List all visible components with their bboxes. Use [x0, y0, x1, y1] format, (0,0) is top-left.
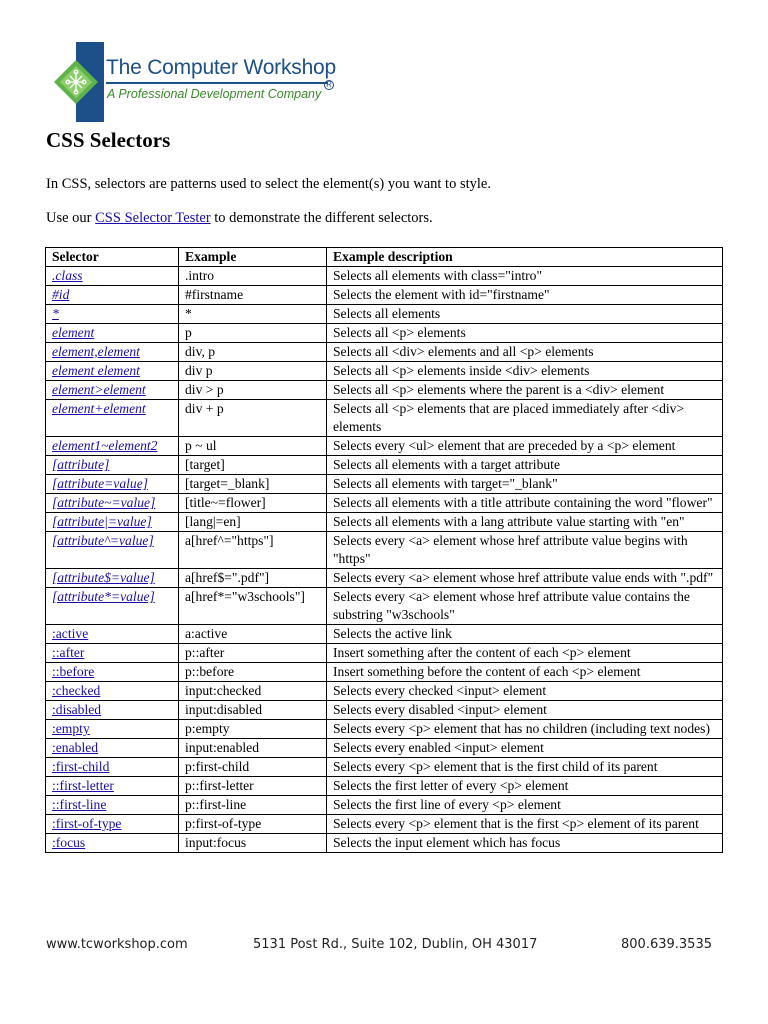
selector-cell [46, 343, 179, 362]
selector-cell [46, 701, 179, 720]
selector-link[interactable]: :first-child [52, 759, 110, 774]
table-row [46, 625, 723, 644]
example-cell: div > p [179, 381, 327, 400]
selector-cell [46, 286, 179, 305]
selector-cell [46, 513, 179, 532]
table-row [46, 286, 723, 305]
table-header-row [46, 248, 723, 267]
table-row [46, 437, 723, 456]
example-cell: p ~ ul [179, 437, 327, 456]
description-cell: Selects all elements with a target attribute [327, 456, 723, 475]
description-cell: Selects the first letter of every <p> element [327, 777, 723, 796]
selector-link[interactable]: * [52, 306, 59, 321]
table-row [46, 720, 723, 739]
description-cell: Selects the input element which has focus [327, 834, 723, 853]
example-cell: div p [179, 362, 327, 381]
table-row [46, 456, 723, 475]
selectors-table [45, 247, 723, 853]
selector-link[interactable]: element element [52, 363, 140, 378]
description-cell: Selects the first line of every <p> element [327, 796, 723, 815]
description-cell: Selects every disabled <input> element [327, 701, 723, 720]
circuit-logo-icon [46, 42, 106, 122]
selector-cell [46, 305, 179, 324]
selector-cell [46, 682, 179, 701]
selector-cell [46, 324, 179, 343]
example-cell: input:enabled [179, 739, 327, 758]
example-cell: a[href^="https"] [179, 532, 327, 569]
example-cell: [target] [179, 456, 327, 475]
description-cell: Selects every <p> element that has no children (including text nodes) [327, 720, 723, 739]
selector-cell [46, 720, 179, 739]
selector-link[interactable]: [attribute~=value] [52, 495, 156, 510]
selector-cell [46, 644, 179, 663]
description-cell: Selects all elements with a lang attribute value starting with "en" [327, 513, 723, 532]
selector-link[interactable]: #id [52, 287, 70, 302]
table-row [46, 682, 723, 701]
table-row [46, 381, 723, 400]
example-cell: [title~=flower] [179, 494, 327, 513]
table-row [46, 663, 723, 682]
selector-cell [46, 494, 179, 513]
example-cell: .intro [179, 267, 327, 286]
table-row [46, 362, 723, 381]
description-cell: Selects all <p> elements inside <div> elements [327, 362, 723, 381]
logo-title: The Computer Workshop [106, 56, 337, 79]
selector-link[interactable]: :focus [52, 835, 86, 850]
example-cell: p::before [179, 663, 327, 682]
description-cell: Selects every <p> element that is the first <p> element of its parent [327, 815, 723, 834]
selector-link[interactable]: :enabled [52, 740, 99, 755]
table-row [46, 569, 723, 588]
table-row [46, 777, 723, 796]
example-cell: p::first-line [179, 796, 327, 815]
description-cell: Selects all <p> elements where the parent is a <div> element [327, 381, 723, 400]
example-cell: p:first-child [179, 758, 327, 777]
selector-link[interactable]: element,element [52, 344, 140, 359]
description-cell: Selects the active link [327, 625, 723, 644]
selector-link[interactable]: [attribute*=value] [52, 589, 155, 604]
selector-link[interactable]: ::first-letter [52, 778, 114, 793]
selector-cell [46, 815, 179, 834]
selector-cell [46, 400, 179, 437]
footer-website: www.tcworkshop.com [46, 937, 188, 952]
company-logo [46, 42, 346, 122]
example-cell: p [179, 324, 327, 343]
table-row [46, 400, 723, 437]
description-cell: Selects all <p> elements that are placed immediately after <div> elements [327, 400, 723, 437]
example-cell: p:empty [179, 720, 327, 739]
selector-link[interactable]: element+element [52, 401, 146, 416]
description-cell: Selects every <a> element whose href attribute value ends with ".pdf" [327, 569, 723, 588]
selector-cell [46, 475, 179, 494]
header-description: Example description [327, 248, 723, 267]
selector-link[interactable]: ::first-line [52, 797, 107, 812]
table-row [46, 815, 723, 834]
table-row [46, 758, 723, 777]
header-selector: Selector [46, 248, 179, 267]
selector-link[interactable]: ::after [52, 645, 85, 660]
selector-link[interactable]: [attribute|=value] [52, 514, 152, 529]
table-row [46, 343, 723, 362]
selector-link[interactable]: element>element [52, 382, 146, 397]
example-cell: input:focus [179, 834, 327, 853]
selector-link[interactable]: ::before [52, 664, 95, 679]
table-row [46, 644, 723, 663]
description-cell: Selects all <div> elements and all <p> elements [327, 343, 723, 362]
table-row [46, 796, 723, 815]
selector-cell [46, 588, 179, 625]
description-cell: Selects every <p> element that is the first child of its parent [327, 758, 723, 777]
example-cell: p::first-letter [179, 777, 327, 796]
selector-link[interactable]: [attribute^=value] [52, 533, 154, 548]
selector-cell [46, 362, 179, 381]
example-cell: p:first-of-type [179, 815, 327, 834]
table-row [46, 324, 723, 343]
selector-link[interactable]: [attribute$=value] [52, 570, 155, 585]
description-cell: Insert something after the content of each <p> element [327, 644, 723, 663]
selector-cell [46, 569, 179, 588]
selector-link[interactable]: [attribute=value] [52, 476, 149, 491]
selector-link[interactable]: :checked [52, 683, 101, 698]
logo-subtitle: A Professional Development Company [107, 87, 322, 101]
logo-divider [106, 82, 328, 84]
intro-text: In CSS, selectors are patterns used to select the element(s) you want to style. [46, 176, 491, 192]
description-cell: Selects every <a> element whose href attribute value contains the substring "w3schools" [327, 588, 723, 625]
selector-cell [46, 663, 179, 682]
tester-before: Use our [46, 210, 96, 226]
selector-link[interactable]: element1~element2 [52, 438, 158, 453]
table-row [46, 701, 723, 720]
selector-link[interactable]: :empty [52, 721, 90, 736]
selector-cell [46, 777, 179, 796]
description-cell: Selects every enabled <input> element [327, 739, 723, 758]
selector-link[interactable]: [attribute] [52, 457, 110, 472]
table-row [46, 305, 723, 324]
example-cell: * [179, 305, 327, 324]
footer-address: 5131 Post Rd., Suite 102, Dublin, OH 43017 [253, 937, 538, 952]
description-cell: Selects all elements [327, 305, 723, 324]
selector-cell [46, 739, 179, 758]
table-row [46, 834, 723, 853]
table-row [46, 267, 723, 286]
registered-mark-icon: R [324, 80, 334, 90]
example-cell: a[href*="w3schools"] [179, 588, 327, 625]
header-example: Example [179, 248, 327, 267]
selector-cell [46, 834, 179, 853]
description-cell: Selects all elements with target="_blank" [327, 475, 723, 494]
selector-cell [46, 437, 179, 456]
selector-link[interactable]: :first-of-type [52, 816, 122, 831]
tester-after: to demonstrate the different selectors. [210, 210, 433, 226]
example-cell: a:active [179, 625, 327, 644]
description-cell: Selects all elements with a title attribute containing the word "flower" [327, 494, 723, 513]
selector-cell [46, 796, 179, 815]
table-row [46, 494, 723, 513]
example-cell: #firstname [179, 286, 327, 305]
table-row [46, 588, 723, 625]
selector-cell [46, 758, 179, 777]
example-cell: input:disabled [179, 701, 327, 720]
table-row [46, 532, 723, 569]
css-selector-tester-link[interactable]: CSS Selector Tester [95, 210, 211, 226]
example-cell: p::after [179, 644, 327, 663]
selector-cell [46, 267, 179, 286]
selector-link[interactable]: :disabled [52, 702, 102, 717]
footer-phone: 800.639.3535 [621, 937, 712, 952]
example-cell: a[href$=".pdf"] [179, 569, 327, 588]
tester-line [46, 210, 433, 227]
table-row [46, 739, 723, 758]
description-cell: Selects all <p> elements [327, 324, 723, 343]
selector-cell [46, 456, 179, 475]
example-cell: div, p [179, 343, 327, 362]
page-title: CSS Selectors [46, 128, 171, 152]
table-row [46, 475, 723, 494]
description-cell: Selects every <a> element whose href attribute value begins with "https" [327, 532, 723, 569]
selector-link[interactable]: .class [52, 268, 83, 283]
description-cell: Selects every checked <input> element [327, 682, 723, 701]
selector-cell [46, 532, 179, 569]
description-cell: Selects every <ul> element that are preceded by a <p> element [327, 437, 723, 456]
selector-link[interactable]: element [52, 325, 95, 340]
description-cell: Selects all elements with class="intro" [327, 267, 723, 286]
example-cell: input:checked [179, 682, 327, 701]
description-cell: Insert something before the content of each <p> element [327, 663, 723, 682]
example-cell: div + p [179, 400, 327, 437]
example-cell: [lang|=en] [179, 513, 327, 532]
selector-cell [46, 381, 179, 400]
description-cell: Selects the element with id="firstname" [327, 286, 723, 305]
selector-cell [46, 625, 179, 644]
selector-link[interactable]: :active [52, 626, 89, 641]
table-row [46, 513, 723, 532]
example-cell: [target=_blank] [179, 475, 327, 494]
